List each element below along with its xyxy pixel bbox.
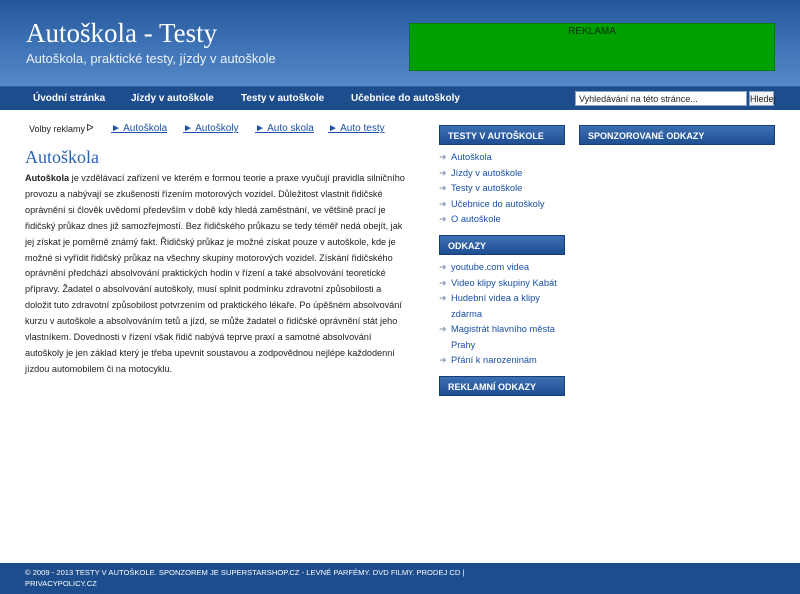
- article-lead: Autoškola: [25, 173, 70, 183]
- sidebar-odkazy: [439, 235, 565, 369]
- arrow-bullet-icon: ➜: [439, 152, 447, 162]
- main-nav: [0, 86, 800, 110]
- nav-item-ucebnice[interactable]: Učebnice do autoškoly: [351, 93, 460, 104]
- ad-link-autoskoly[interactable]: ► Autoškoly: [183, 123, 239, 134]
- footer-text: © 2009 - 2013 TESTY V AUTOŠKOLE. SPONZOREM JE SUPERSTARSHOP.CZ - LEVNÉ PARFÉMY. DVD FILMY. PRODEJ CD | PRIVACYPOLICY.CZ: [25, 568, 465, 588]
- sidebar-link[interactable]: ➜ Video klipy skupiny Kabát: [439, 276, 565, 292]
- arrow-bullet-icon: ➜: [439, 293, 447, 303]
- ad-link-auto-testy[interactable]: ► Auto testy: [328, 123, 385, 134]
- sidebar-link[interactable]: ➜ Učebnice do autoškoly: [439, 197, 565, 213]
- ad-choices-icon[interactable]: ᐅ: [86, 123, 94, 134]
- sidebar-testy: [439, 125, 565, 228]
- ad-choices-label[interactable]: Volby reklamy: [29, 124, 86, 134]
- arrow-bullet-icon: ➜: [439, 262, 447, 272]
- nav-item-testy[interactable]: Testy v autoškole: [241, 93, 325, 104]
- sidebar-odkazy-heading: ODKAZY: [439, 235, 565, 255]
- arrow-bullet-icon: ➜: [439, 198, 447, 209]
- site-title[interactable]: Autoškola - Testy: [26, 18, 218, 48]
- sidebar-reklamni-heading: REKLAMNÍ ODKAZY: [439, 376, 565, 396]
- arrow-bullet-icon: ➜: [439, 355, 447, 365]
- sidebar-link[interactable]: ➜ Přání k narozeninám: [439, 353, 565, 369]
- sidebar-link[interactable]: ➜ Autoškola: [439, 150, 565, 166]
- sidebar-sponzorovane-heading: SPONZOROVANÉ ODKAZY: [579, 125, 775, 145]
- search-input[interactable]: [575, 91, 747, 106]
- sidebar-reklamni: [439, 376, 565, 396]
- site-subtitle: Autoškola, praktické testy, jízdy v autoškole: [26, 51, 276, 66]
- page-title: Autoškola: [25, 147, 99, 167]
- search-button[interactable]: Hledej: [749, 91, 774, 106]
- arrow-bullet-icon: ➜: [439, 214, 447, 224]
- ad-link-autoskola[interactable]: ► Autoškola: [111, 123, 168, 134]
- arrow-bullet-icon: ➜: [439, 183, 447, 193]
- article-text: je vzdělávací zařízení ve kterém e formou teorie a praxe vyučují pravidla silničního provozu a nabývají se zkušenosti řízením motorových vozidel. Důležitost vlastnit řidičské oprávnění si člověk uvědomí především v době kdy hledá zaměstnání, ve většině prací je řidičský průkaz dnes již samozřejmostí. Bez řidičského průkazu se tedy téměř nedá obejít, jak jej získat je poměrně známý fakt. Řidičský průkaz je možné získat pouze v autoškole, kde je možné si vyřídit řidičský průkaz na všechny skupiny motorových vozidel. Získání řidičského oprávnění předchází absolvování praktických hodin v řízení a také absolvování teoretické přípravy. Žadatel o absolvování autoškoly, musí splnit podmínku zdravotní způsobilosti a doložit tuto zdravotní způsobilost potvrzením od praktického lékaře. Po úpěšném absolvování kurzu v autoškole a absolvováním tetů a jízd, se může žadatel o řidičské oprávnění stát jeho vlastníkem. Dovednosti v řízení však řidič nabývá teprve praxí a samotné absolvování autoškoly je jen základ který je třeba upevnit soustavou a zodpovědnou nejlépe každodenní jízdou automobilem či na motocyklu.: [25, 173, 405, 374]
- ad-banner[interactable]: [409, 23, 775, 71]
- arrow-bullet-icon: ➜: [439, 277, 447, 288]
- sidebar-link[interactable]: ➜ Magistrát hlavního města Prahy: [439, 324, 555, 350]
- sidebar-sponzorovane: [579, 125, 775, 145]
- nav-item-uvodni[interactable]: Úvodní stránka: [33, 93, 106, 104]
- sidebar-link[interactable]: ➜ Testy v autoškole: [439, 181, 565, 197]
- sidebar-link[interactable]: ➜ O autoškole: [439, 212, 565, 228]
- site-footer: [0, 563, 800, 594]
- article-body: [25, 171, 410, 378]
- sidebar-link[interactable]: ➜ Jízdy v autoškole: [439, 166, 565, 182]
- sidebar-testy-heading: TESTY V AUTOŠKOLE: [439, 125, 565, 145]
- ad-link-auto-skola[interactable]: ► Auto skola: [255, 123, 314, 134]
- arrow-bullet-icon: ➜: [439, 324, 447, 334]
- sidebar-testy-list: [439, 150, 565, 228]
- sidebar-link[interactable]: ➜ Hudební videa a klipy zdarma: [439, 293, 540, 319]
- site-header: [0, 0, 800, 86]
- ad-banner-label: REKLAMA: [568, 26, 616, 37]
- sidebar-link[interactable]: ➜ youtube.com videa: [439, 260, 565, 276]
- sidebar-odkazy-list: [439, 260, 565, 369]
- arrow-bullet-icon: ➜: [439, 167, 447, 178]
- nav-item-jizdy[interactable]: Jízdy v autoškole: [131, 93, 214, 104]
